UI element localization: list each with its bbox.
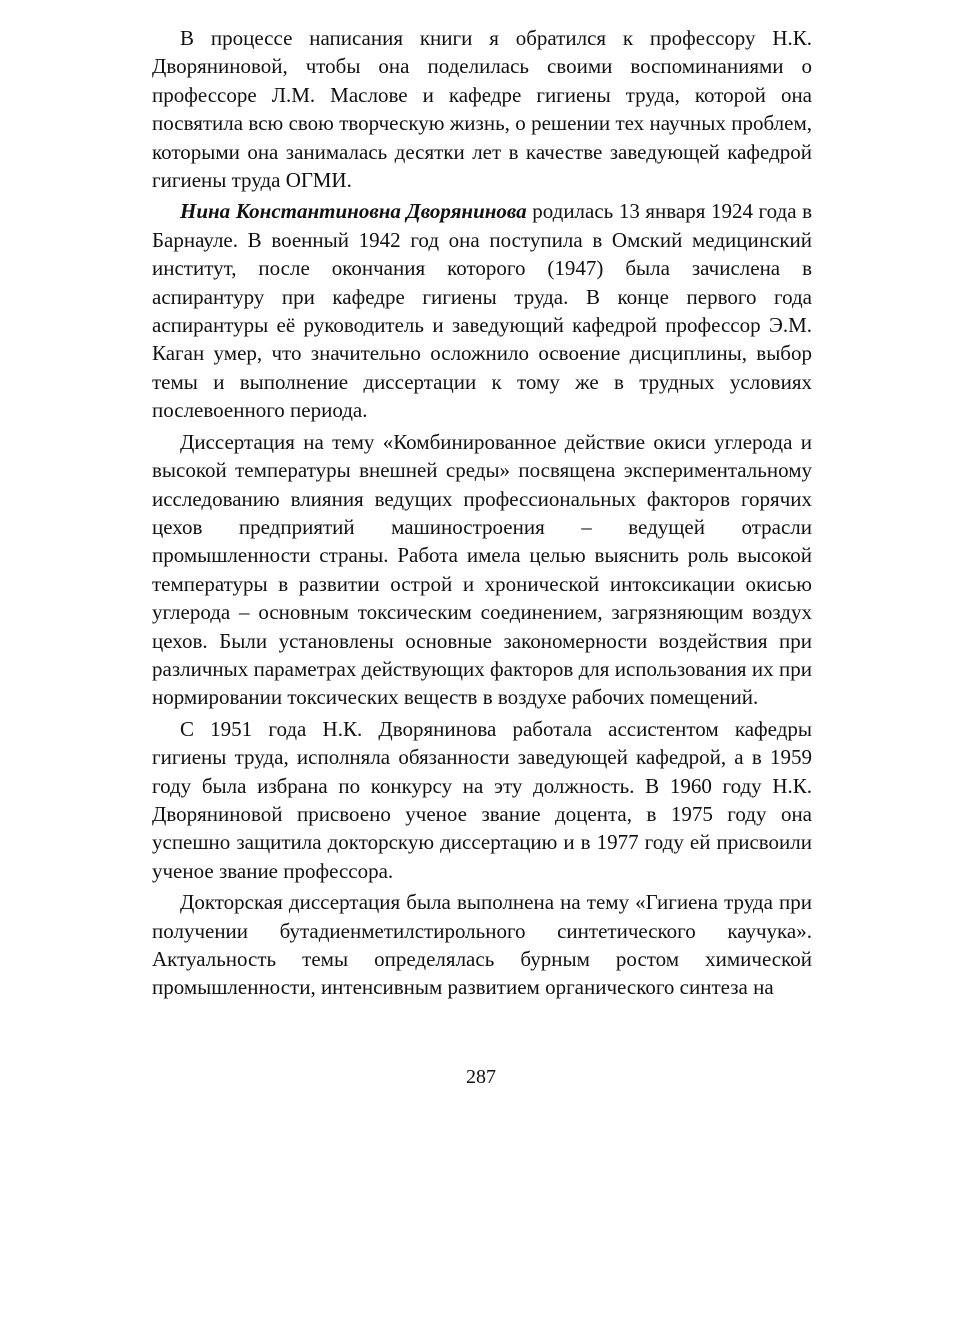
paragraph-text: В процессе написания книги я обратился к профессору Н.К. Дворяниновой, чтобы она поделилась своими воспоминаниями о профессоре Л.М. Маслове и кафедре гигиены труда, которой она посвятила всю свою творческую жизнь, о решении тех научных проблем, которыми она занималась десятки лет в качестве заведующей кафедрой гигиены труда ОГМИ. [152,26,812,193]
page-number: 287 [466,1066,496,1088]
paragraph-text: С 1951 года Н.К. Дворянинова работала ассистентом кафедры гигиены труда, исполняла обязанности заведующей кафедрой, а в 1959 году была избрана по конкурсу на эту должность. В 1960 году Н.К. Дворяниновой присвоено ученое звание доцента, в 1975 году она успешно защитила докторскую диссертацию и в 1977 году ей присвоили ученое звание профессора. [152,716,812,883]
paragraph-text: родилась 13 января 1924 года в Барнауле. В военный 1942 год она поступила в Омский медицинский институт, после окончания которого (1947) была зачислена в аспирантуру при кафедре гигиены труда. В конце первого года аспирантуры её руководитель и заведующий кафедрой профессор Э.М. Каган умер, что значительно осложнило освоение дисциплины, выбор темы и выполнение диссертации к тому же в трудных условиях послевоенного периода. [152,199,812,423]
paragraph-4 [152,715,812,885]
paragraph-text: Диссертация на тему «Комбинированное действие окиси углерода и высокой температуры внешней среды» посвящена экспериментальному исследованию влияния ведущих профессиональных факторов горячих цехов предприятий машиностроения – ведущей отрасли промышленности страны. Работа имела целью выяснить роль высокой температуры в развитии острой и хронической интоксикации окисью углерода – основным токсическим соединением, загрязняющим воздух цехов. Были установлены основные закономерности воздействия при различных параметрах действующих факторов для использования их при нормировании токсических веществ в воздухе рабочих помещений. [152,429,812,710]
paragraph-5 [152,888,812,1002]
person-name-emphasis: Нина Константиновна Дворянинова [180,199,527,224]
paragraph-2 [152,197,812,424]
paragraph-text: Докторская диссертация была выполнена на тему «Гигиена труда при получении бутадиенметилстирольного синтетического каучука». Актуальность темы определялась бурным ростом химической промышленности, интенсивным развитием органического синтеза на [152,890,812,1000]
paragraph-1 [152,24,812,194]
page-body [152,24,812,1002]
paragraph-3 [152,428,812,712]
